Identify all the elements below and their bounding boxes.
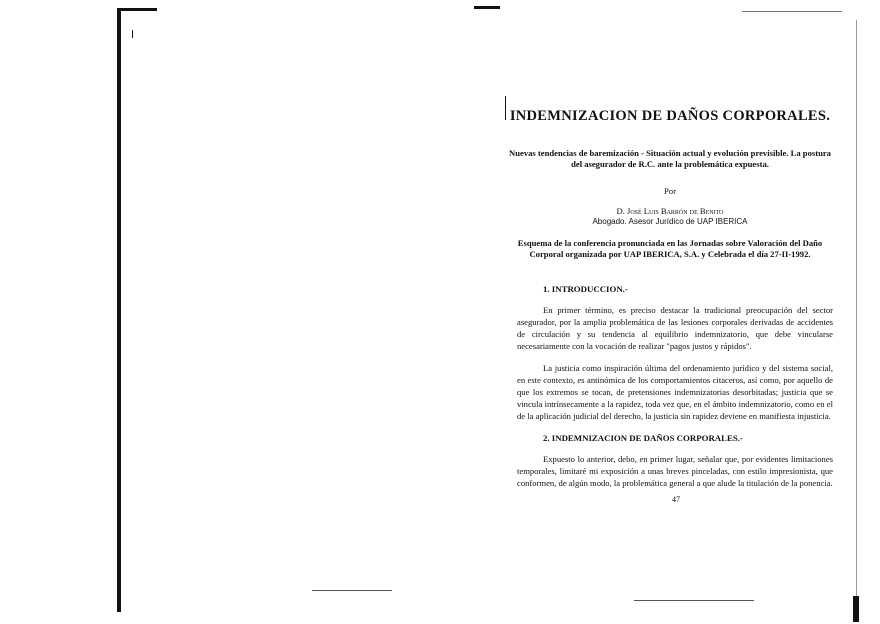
bottom-center-mark — [312, 590, 392, 591]
author-name: D. José Luis Barrón de Benito — [616, 206, 724, 216]
section-paragraph: Expuesto lo anterior, debo, en primer lugar, señalar que, por evidentes limitaciones temporales, limitaré mi exposición a unas breves pinceladas, con estilo impresionista, que conformen, de algún modo, la problemática general a que alude la titulación de la ponencia. — [517, 454, 833, 488]
right-page-edge — [856, 20, 857, 610]
section-heading: 2. INDEMNIZACION DE DAÑOS CORPORALES.- — [543, 433, 743, 443]
bottom-right-mark — [634, 600, 754, 601]
section-paragraph: En primer término, es preciso destacar la tradicional preocupación del sector asegurador, por la amplia problemática de las lesiones corporales derivadas de accidentes de circulación y su tendencia al equilibrio indemnizatorio, que debe vincularse necesariamente con la vocación de realizar "pagos justos y rápidos". — [517, 305, 833, 351]
document-subtitle: Nuevas tendencias de baremización - Situación actual y evolución previsible. La postura del asegurador de R.C. ante la problemática expuesta. — [509, 148, 831, 169]
top-right-mark — [742, 11, 842, 12]
section-heading: 1. INTRODUCCION.- — [543, 284, 628, 294]
bottom-right-edge-mark — [853, 596, 859, 622]
top-center-mark — [474, 6, 500, 9]
document-page — [505, 100, 835, 504]
page-number: 47 — [672, 495, 680, 504]
left-gutter-tick — [132, 30, 133, 38]
left-page-edge — [117, 8, 121, 612]
section-paragraph: La justicia como inspiración última del ordenamiento jurídico y del sistema social, en este contexto, es antinómica de los comportamientos citaceros, así como, por aquello de que los extremos se tocan, de pretensiones indemnizatorias desorbitadas; justicia que se vincula intrínsecamente a la rapidez, toda vez que, en el ámbito indemnizatorio, como en el de la aplicación judicial del derecho, la justicia sin rapidez deviene en manifiesta injusticia. — [517, 363, 833, 421]
document-title: INDEMNIZACION DE DAÑOS CORPORALES. — [509, 108, 831, 124]
top-left-edge-mark — [117, 8, 157, 11]
author-role: Abogado. Asesor Jurídico de UAP IBERICA — [592, 217, 748, 226]
scheme-note: Esquema de la conferencia pronunciada en las Jornadas sobre Valoración del Daño Corporal organizada por UAP IBERICA, S.A. y Celebrada el día 27-II-1992. — [517, 238, 823, 259]
by-label: Por — [664, 186, 676, 196]
